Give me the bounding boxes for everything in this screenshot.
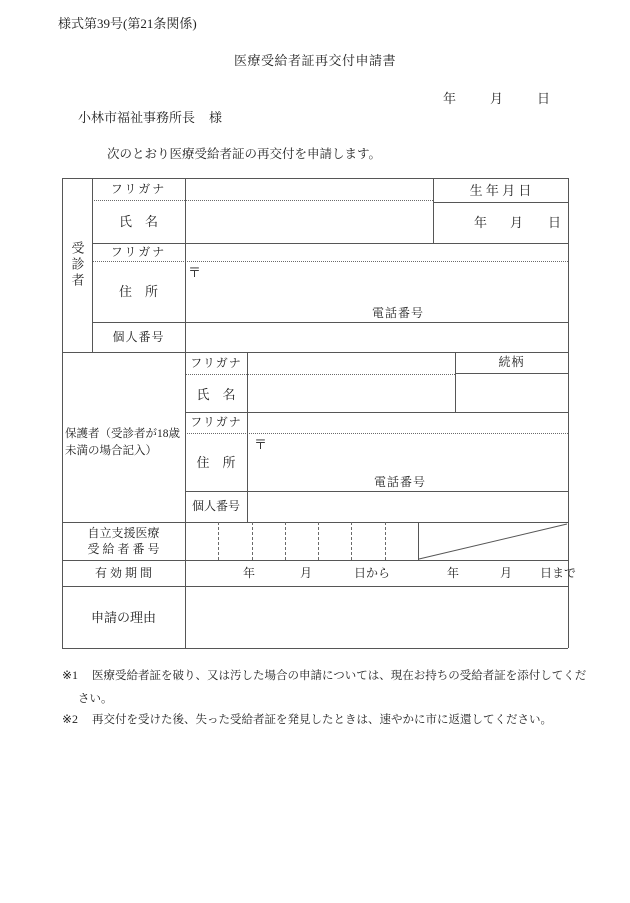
recipient-section-label: 受診者	[69, 241, 85, 289]
recipient-name-field	[186, 202, 432, 242]
guardian-personal-number-field	[248, 492, 567, 521]
validity-from-day-label: 日から	[354, 566, 391, 580]
recipient-furigana2-label: フリガナ	[110, 245, 167, 259]
validity-from-month-label: 月	[300, 566, 313, 580]
guardian-furigana-label: フリガナ	[190, 356, 242, 370]
recipient-birth-day-label: 日	[548, 215, 562, 230]
date-day-label: 日	[537, 91, 551, 106]
recipient-birthdate-field	[434, 203, 567, 242]
note2-marker: ※2	[62, 712, 79, 726]
table-dotted-line	[92, 200, 433, 201]
guardian-furigana2-label: フリガナ	[190, 415, 242, 429]
guardian-name-field	[248, 375, 454, 411]
recipient-phone-label: 電話番号	[372, 306, 425, 320]
validity-period-label: 有 効 期 間	[94, 566, 152, 580]
note1-text-line2: さい。	[78, 693, 113, 705]
guardian-personal-number-label: 個人番号	[191, 499, 240, 513]
recipient-furigana-field	[186, 179, 432, 200]
guardian-phone-label: 電話番号	[374, 475, 427, 489]
guardian-phone-field	[422, 472, 567, 490]
guardian-relationship-header: 続柄	[498, 355, 525, 369]
recipient-address-label: 住 所	[118, 284, 158, 299]
guardian-name-label: 氏 名	[196, 387, 236, 402]
addressee-line	[78, 111, 222, 126]
guardian-furigana2-field	[248, 413, 567, 432]
guardian-address-label: 住 所	[196, 455, 236, 470]
guardian-section-label-line2: 未満の場合記入）	[65, 445, 157, 457]
addressee-honorific: 様	[209, 110, 223, 125]
intro-sentence: 次のとおり医療受給者証の再交付を申請します。	[107, 147, 382, 161]
recipient-birth-month-label: 月	[510, 215, 524, 230]
table-border-bottom	[62, 648, 568, 649]
guardian-postal-mark: 〒	[254, 437, 268, 452]
date-year-label: 年	[443, 91, 457, 106]
diagonal-strike-line	[418, 522, 568, 560]
support-number-label-line1: 自立支援医療	[87, 526, 160, 540]
date-month-label: 月	[490, 91, 504, 106]
form-number: 様式第39号(第21条関係)	[58, 16, 197, 31]
recipient-birthdate-header: 生 年 月 日	[469, 183, 532, 198]
table-grid-line	[62, 560, 568, 561]
guardian-furigana-field	[248, 353, 454, 373]
page-title: 医療受給者証再交付申請書	[233, 53, 396, 68]
validity-to-year-label: 年	[447, 566, 460, 580]
recipient-phone-field	[420, 303, 567, 321]
support-number-label-line2: 受 給 者 番 号	[87, 542, 160, 556]
note1-text-line1: 医療受給者証を破り、又は汚した場合の申請については、現在お持ちの受給者証を添付してくだ	[92, 670, 587, 682]
validity-to-day-label: 日まで	[540, 566, 577, 580]
recipient-personal-number-label: 個人番号	[112, 330, 165, 344]
recipient-furigana2-field	[186, 244, 567, 260]
recipient-name-label: 氏 名	[118, 214, 158, 229]
recipient-personal-number-field	[186, 323, 567, 351]
table-grid-line	[92, 178, 93, 352]
recipient-postal-mark: 〒	[188, 265, 202, 280]
guardian-relationship-field	[456, 374, 567, 411]
addressee: 小林市福祉事務所長	[78, 110, 196, 125]
application-reason-label: 申請の理由	[90, 610, 156, 625]
guardian-section-label-line1: 保護者（受診者が18歳	[65, 428, 180, 440]
recipient-furigana-label: フリガナ	[110, 182, 167, 196]
validity-from-year-label: 年	[243, 566, 256, 580]
validity-to-month-label: 月	[500, 566, 513, 580]
note2-text-line1: 再交付を受けた後、失った受給者証を発見したときは、速やかに市に返還してください。	[92, 714, 552, 726]
application-reason-field	[186, 587, 567, 647]
support-number-digit-boxes	[186, 523, 417, 559]
note1-marker: ※1	[62, 668, 79, 682]
recipient-birth-year-label: 年	[474, 215, 488, 230]
